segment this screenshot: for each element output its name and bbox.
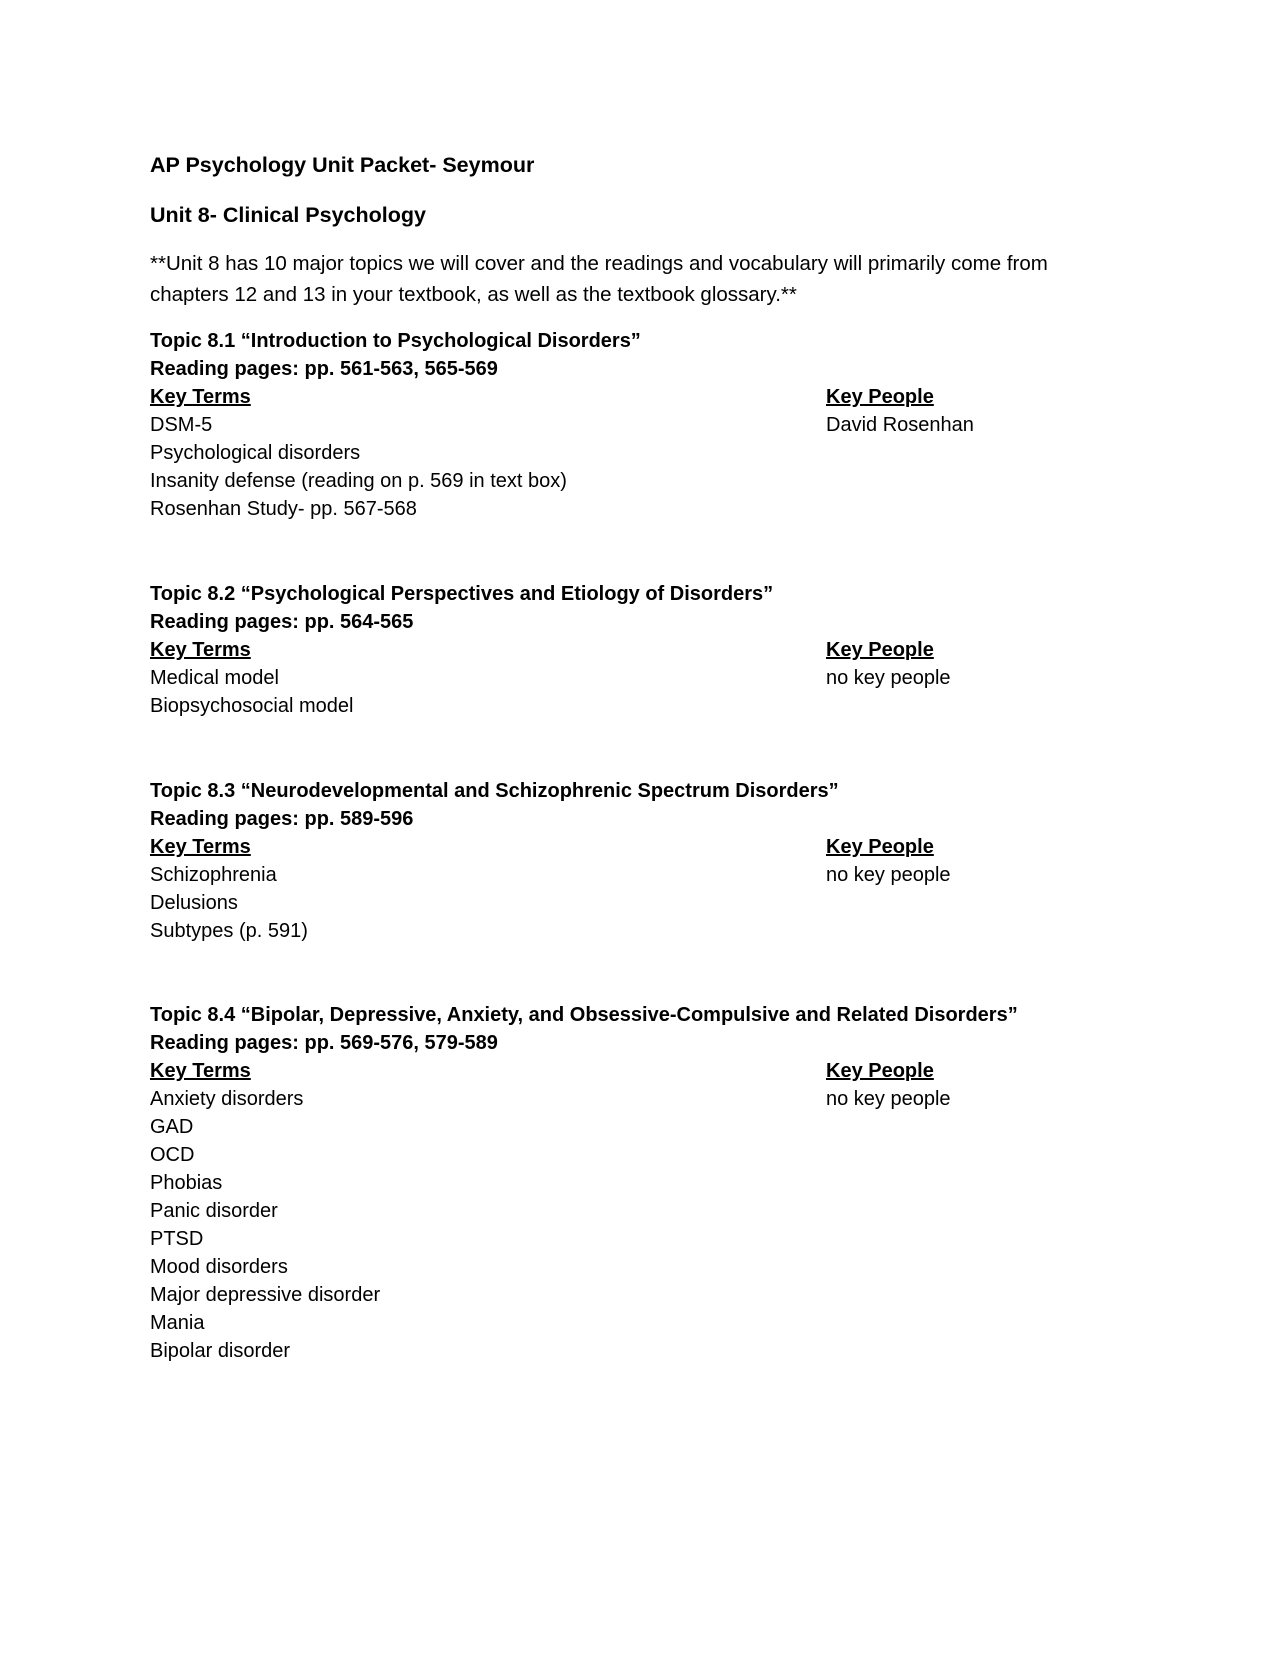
key-person: no key people <box>826 1088 951 1110</box>
reading-pages: Reading pages: pp. 561-563, 565-569 <box>150 358 498 380</box>
key-term: Psychological disorders <box>150 442 361 464</box>
intro-paragraph: **Unit 8 has 10 major topics we will cover and the readings and vocabulary will primarily come from chapters 12 and 13 in your textbook, as well as the textbook glossary.** <box>150 252 1048 306</box>
key-term: Bipolar disorder <box>150 1340 291 1362</box>
key-terms-heading: Key Terms <box>150 836 251 858</box>
document-title: AP Psychology Unit Packet- Seymour <box>150 153 535 177</box>
key-term: Mood disorders <box>150 1256 288 1278</box>
key-term: Schizophrenia <box>150 864 277 886</box>
key-term: PTSD <box>150 1228 204 1250</box>
topic-heading: Topic 8.4 “Bipolar, Depressive, Anxiety, and Obsessive-Compulsive and Related Disorders” <box>150 1004 1018 1026</box>
key-terms-heading: Key Terms <box>150 639 251 661</box>
key-term: Rosenhan Study- pp. 567-568 <box>150 498 417 520</box>
key-people-column <box>826 1057 1146 1113</box>
reading-pages: Reading pages: pp. 569-576, 579-589 <box>150 1032 498 1054</box>
key-term: Delusions <box>150 892 238 914</box>
key-term: Medical model <box>150 667 279 689</box>
unit-title: Unit 8- Clinical Psychology <box>150 203 426 227</box>
key-terms-column <box>150 383 750 523</box>
key-person: no key people <box>826 667 951 689</box>
key-term: Panic disorder <box>150 1200 278 1222</box>
key-term: Mania <box>150 1312 205 1334</box>
key-person: no key people <box>826 864 951 886</box>
key-people-column <box>826 833 1146 889</box>
key-terms-column <box>150 833 750 945</box>
key-people-heading: Key People <box>826 386 934 408</box>
topic-8-3 <box>150 777 1150 942</box>
topic-8-4 <box>150 1001 1150 1362</box>
topic-8-1 <box>150 327 1150 520</box>
reading-pages: Reading pages: pp. 564-565 <box>150 611 414 633</box>
key-people-column <box>826 383 1146 439</box>
key-terms-column <box>150 1057 750 1365</box>
key-people-heading: Key People <box>826 836 934 858</box>
key-term: DSM-5 <box>150 414 213 436</box>
topic-heading: Topic 8.2 “Psychological Perspectives and Etiology of Disorders” <box>150 583 774 605</box>
key-terms-heading: Key Terms <box>150 386 251 408</box>
key-person: David Rosenhan <box>826 414 974 436</box>
key-terms-column <box>150 636 750 720</box>
key-people-column <box>826 636 1146 692</box>
reading-pages: Reading pages: pp. 589-596 <box>150 808 414 830</box>
key-people-heading: Key People <box>826 1060 934 1082</box>
key-people-heading: Key People <box>826 639 934 661</box>
key-terms-heading: Key Terms <box>150 1060 251 1082</box>
key-term: Subtypes (p. 591) <box>150 920 308 942</box>
topic-heading: Topic 8.3 “Neurodevelopmental and Schizophrenic Spectrum Disorders” <box>150 780 839 802</box>
topic-heading: Topic 8.1 “Introduction to Psychological Disorders” <box>150 330 641 352</box>
topic-8-2 <box>150 580 1150 717</box>
key-term: OCD <box>150 1144 195 1166</box>
key-term: Phobias <box>150 1172 223 1194</box>
key-term: Anxiety disorders <box>150 1088 304 1110</box>
key-term: Insanity defense (reading on p. 569 in text box) <box>150 470 567 492</box>
key-term: Major depressive disorder <box>150 1284 381 1306</box>
key-term: GAD <box>150 1116 194 1138</box>
key-term: Biopsychosocial model <box>150 695 354 717</box>
